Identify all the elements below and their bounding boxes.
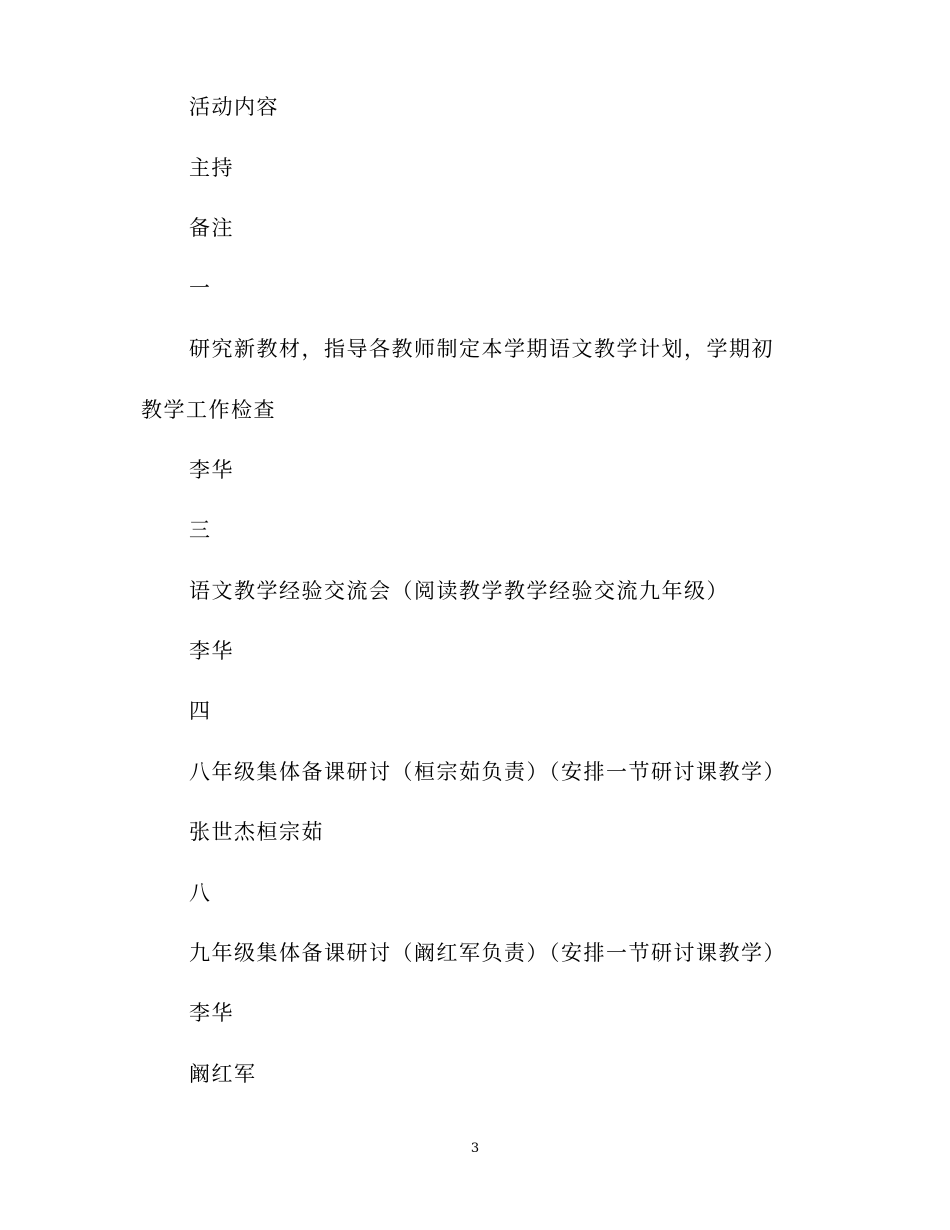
text-host: 主持 bbox=[189, 156, 234, 180]
text-host-zhang-huan: 张世杰桓宗茹 bbox=[189, 820, 324, 844]
page-number: 3 bbox=[470, 1141, 480, 1156]
text-item-one-line2: 教学工作检查 bbox=[141, 398, 276, 422]
text-activity-content: 活动内容 bbox=[189, 95, 279, 119]
text-remark-kan-hongjun: 阚红军 bbox=[189, 1062, 257, 1086]
text-week-four: 四 bbox=[189, 699, 212, 723]
text-host-li-hua-1: 李华 bbox=[189, 458, 234, 482]
text-remarks: 备注 bbox=[189, 216, 234, 240]
text-host-li-hua-3: 李华 bbox=[189, 1001, 234, 1025]
text-host-li-hua-2: 李华 bbox=[189, 639, 234, 663]
text-item-eight: 九年级集体备课研讨（阚红军负责）（安排一节研讨课教学） bbox=[189, 941, 786, 965]
text-item-one-line1: 研究新教材，指导各教师制定本学期语文教学计划，学期初 bbox=[189, 337, 774, 361]
text-week-eight: 八 bbox=[189, 881, 212, 905]
text-item-four: 八年级集体备课研讨（桓宗茹负责）（安排一节研讨课教学） bbox=[189, 760, 786, 784]
text-week-one: 一 bbox=[189, 276, 212, 300]
text-item-three: 语文教学经验交流会（阅读教学教学经验交流九年级） bbox=[189, 579, 729, 603]
text-week-three: 三 bbox=[189, 518, 212, 542]
